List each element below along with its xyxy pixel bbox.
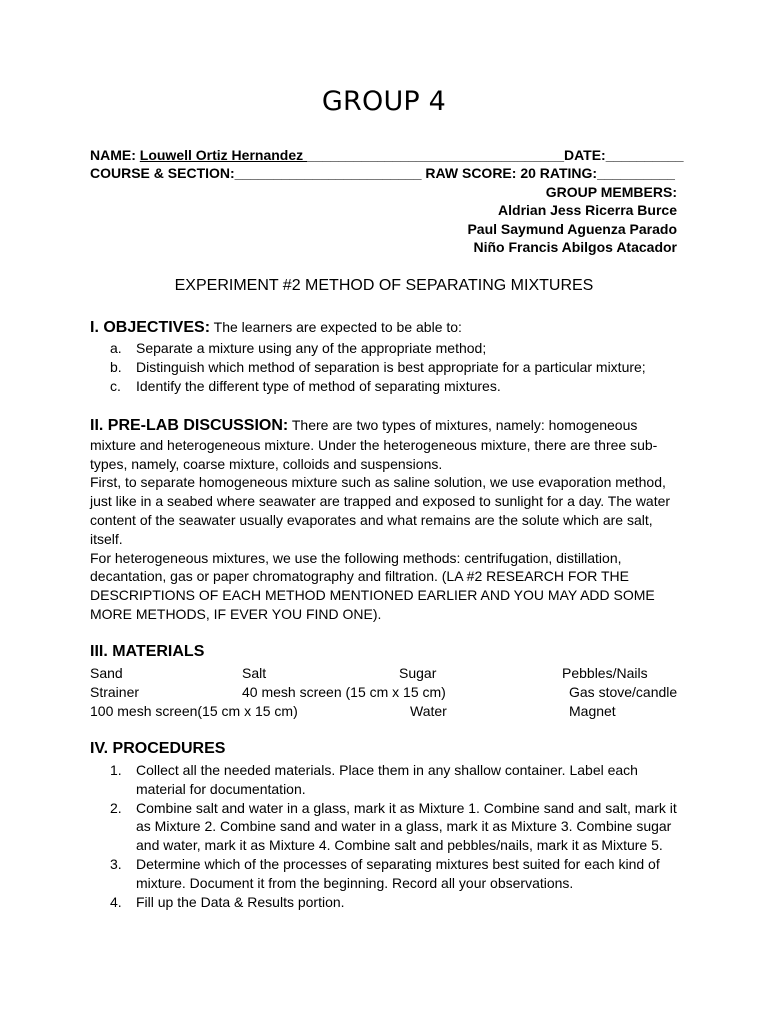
list-text: Distinguish which method of separation is best appropriate for a particular mixture; — [136, 358, 646, 375]
list-marker: 3. — [110, 855, 122, 872]
procedures-list — [110, 761, 680, 911]
objectives-intro: The learners are expected to be able to: — [210, 319, 462, 335]
list-item — [110, 377, 680, 396]
objectives-list — [110, 339, 680, 395]
materials-heading: III. MATERIALS — [90, 643, 205, 660]
date-label: DATE:__________ — [563, 147, 684, 163]
members-label: GROUP MEMBERS: — [545, 184, 677, 200]
objectives-heading: I. OBJECTIVES: — [90, 319, 211, 336]
list-item — [110, 358, 680, 377]
list-marker: a. — [110, 340, 122, 356]
list-item — [110, 855, 680, 893]
material-item: Magnet — [569, 703, 616, 719]
page-title: GROUP 4 — [321, 86, 447, 117]
list-marker: 4. — [110, 893, 122, 910]
material-item: Water — [410, 703, 447, 719]
material-item: Salt — [242, 665, 267, 681]
list-marker: 2. — [110, 799, 122, 816]
list-item — [110, 799, 680, 855]
list-item — [110, 893, 680, 912]
procedures-heading: IV. PROCEDURES — [90, 740, 226, 757]
list-text: Identify the different type of method of separating mixtures. — [136, 377, 501, 394]
member-name: Paul Saymund Aguenza Parado — [467, 221, 677, 237]
material-item: Sand — [90, 665, 123, 681]
name-value: Louwell Ortiz Hernandez — [139, 147, 308, 163]
name-line — [90, 146, 684, 164]
list-marker: b. — [110, 358, 122, 375]
objectives-section — [90, 318, 680, 338]
prelab-paragraph: First, to separate homogeneous mixture such as saline solution, we use evaporation method, just like in a seabed where seawater are trapped and exposed to sunlight for a day. The water content of the seawater usually evaporates and what remains are the solute which are salt, itself. — [90, 474, 671, 547]
material-item: 100 mesh screen(15 cm x 15 cm) — [90, 703, 298, 719]
list-text: Collect all the needed materials. Place them in any shallow container. Label each material for documentation. — [136, 762, 638, 797]
procedures-heading-row — [90, 739, 680, 759]
material-item: Gas stove/candle — [569, 684, 678, 700]
list-text: Determine which of the processes of separating mixtures best suited for each kind of mixture. Document it from the beginning. Record all your observations. — [136, 855, 660, 891]
score-label: RAW SCORE: 20 RATING:__________ — [421, 165, 675, 181]
material-item: 40 mesh screen (15 cm x 15 cm) — [242, 684, 446, 700]
list-marker: 1. — [110, 762, 122, 778]
material-item: Sugar — [399, 665, 437, 681]
prelab-section — [90, 416, 682, 624]
list-text: Fill up the Data & Results portion. — [136, 893, 345, 910]
member-name: Niño Francis Abilgos Atacador — [473, 239, 677, 255]
course-line — [90, 164, 675, 182]
list-text: Separate a mixture using any of the appropriate method; — [136, 340, 487, 356]
prelab-paragraph — [90, 416, 682, 473]
experiment-title: EXPERIMENT #2 METHOD OF SEPARATING MIXTURES — [174, 277, 594, 294]
course-label: COURSE & SECTION:________________________ — [90, 165, 422, 181]
list-item — [110, 761, 680, 799]
prelab-text: There are two types of mixtures, namely: homogeneous mixture and heterogeneous mixture. Under the heterogeneous mixture, there are three sub-types, namely, coarse mixture, colloids and suspensions. — [90, 417, 658, 472]
material-item: Pebbles/Nails — [562, 665, 648, 681]
materials-heading-row — [90, 642, 680, 662]
prelab-heading: II. PRE-LAB DISCUSSION: — [90, 417, 289, 434]
name-blank: _________________________________ — [307, 147, 564, 163]
material-item: Strainer — [90, 684, 140, 700]
member-name: Aldrian Jess Ricerra Burce — [498, 202, 677, 218]
name-label: NAME: — [90, 147, 140, 163]
list-text: Combine salt and water in a glass, mark it as Mixture 1. Combine sand and salt, mark it as Mixture 2. Combine sand and water in a glass, mark it as Mixture 3. Combine sugar and water, mark it as Mixture 4. Combine salt and pebbles/nails, mark it as Mixture 5. — [136, 799, 677, 854]
list-marker: c. — [110, 377, 121, 394]
list-item — [110, 339, 680, 358]
prelab-paragraph: For heterogeneous mixtures, we use the following methods: centrifugation, distillation, decantation, gas or paper chromatography and filtration. (LA #2 RESEARCH FOR THE DESCRIPTIONS OF EACH METHOD MENTIONED EARLIER AND YOU MAY ADD SOME MORE METHODS, IF EVER YOU FIND ONE). — [90, 549, 655, 622]
